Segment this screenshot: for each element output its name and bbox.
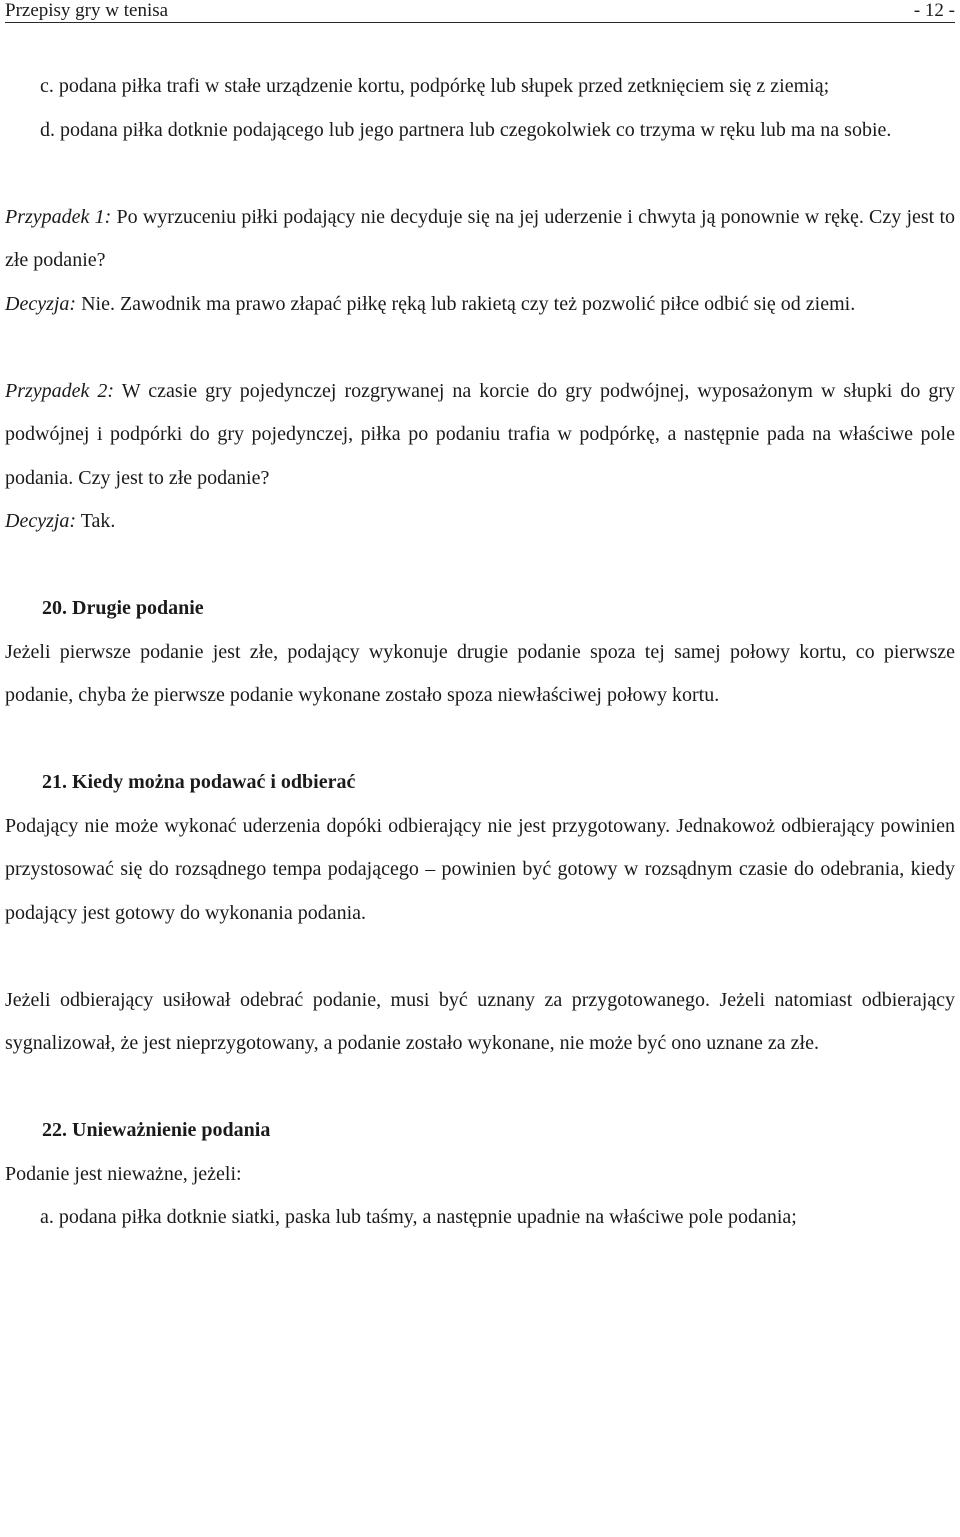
case-2-text: W czasie gry pojedynczej rozgrywanej na korcie do gry podwójnej, wyposażonym w słupki do gry podwójnej i podpórki do gry pojedynczej, piłka po podaniu trafia w podpórkę, a następnie pada na właściwe pole podania. Czy jest to złe podanie? — [5, 379, 955, 489]
case-1-decision — [5, 283, 955, 327]
case-1-decision-label: Decyzja: — [5, 292, 77, 315]
spacer — [5, 718, 955, 762]
case-2-label: Przypadek 2: — [5, 379, 115, 402]
section-21-paragraph-2: Jeżeli odbierający usiłował odebrać podanie, musi być uznany za przygotowanego. Jeżeli natomiast odbierający sygnalizował, że jest nieprzygotowany, a podanie zostało wykonane, nie może być ono uznane za złe. — [5, 988, 955, 1054]
spacer — [5, 1066, 955, 1110]
document-body — [5, 65, 955, 1240]
section-21-heading: 21. Kiedy można podawać i odbierać — [42, 771, 356, 793]
case-1-decision-text: Nie. Zawodnik ma prawo złapać piłkę ręką lub rakietą czy też pozwolić piłce odbić się od ziemi. — [76, 292, 856, 315]
section-22-heading: 22. Unieważnienie podania — [42, 1119, 271, 1141]
section-20-heading: 20. Drugie podanie — [42, 597, 204, 619]
case-2-decision — [5, 500, 955, 544]
list-item-d: d. podana piłka dotknie podającego lub jego partnera lub czegokolwiek co trzyma w ręku lub ma na sobie. — [40, 118, 892, 141]
case-1-text: Po wyrzuceniu piłki podający nie decyduje się na jej uderzenie i chwyta ją ponownie w rękę. Czy jest to złe podanie? — [5, 205, 956, 271]
page-number: - 12 - — [913, 0, 955, 21]
case-2-decision-text: Tak. — [76, 510, 116, 532]
spacer — [5, 935, 955, 979]
list-item-a: a. podana piłka dotknie siatki, paska lub taśmy, a następnie upadnie na właściwe pole podania; — [40, 1206, 797, 1228]
page-header — [5, 0, 955, 23]
case-2-decision-label: Decyzja: — [5, 510, 77, 532]
case-1-paragraph — [5, 196, 955, 283]
case-1-label: Przypadek 1: — [5, 205, 112, 228]
section-22-intro: Podanie jest nieważne, jeżeli: — [5, 1162, 242, 1185]
spacer — [5, 326, 955, 370]
spacer — [5, 544, 955, 588]
section-21-paragraph-1: Podający nie może wykonać uderzenia dopóki odbierający nie jest przygotowany. Jednakowoż odbierający powinien przystosować się do rozsądnego tempa podającego – powinien być gotowy w rozsądnym czasie do odebrania, kiedy podający jest gotowy do wykonania podania. — [5, 814, 955, 924]
section-20-text: Jeżeli pierwsze podanie jest złe, podający wykonuje drugie podanie spoza tej samej połowy kortu, co pierwsze podanie, chyba że pierwsze podanie wykonane zostało spoza niewłaściwej połowy kortu. — [5, 640, 955, 706]
list-item-c: c. podana piłka trafi w stałe urządzenie kortu, podpórkę lub słupek przed zetknięciem się z ziemią; — [40, 75, 830, 97]
spacer — [5, 152, 955, 196]
case-2-paragraph — [5, 370, 955, 501]
document-title: Przepisy gry w tenisa — [5, 0, 169, 21]
